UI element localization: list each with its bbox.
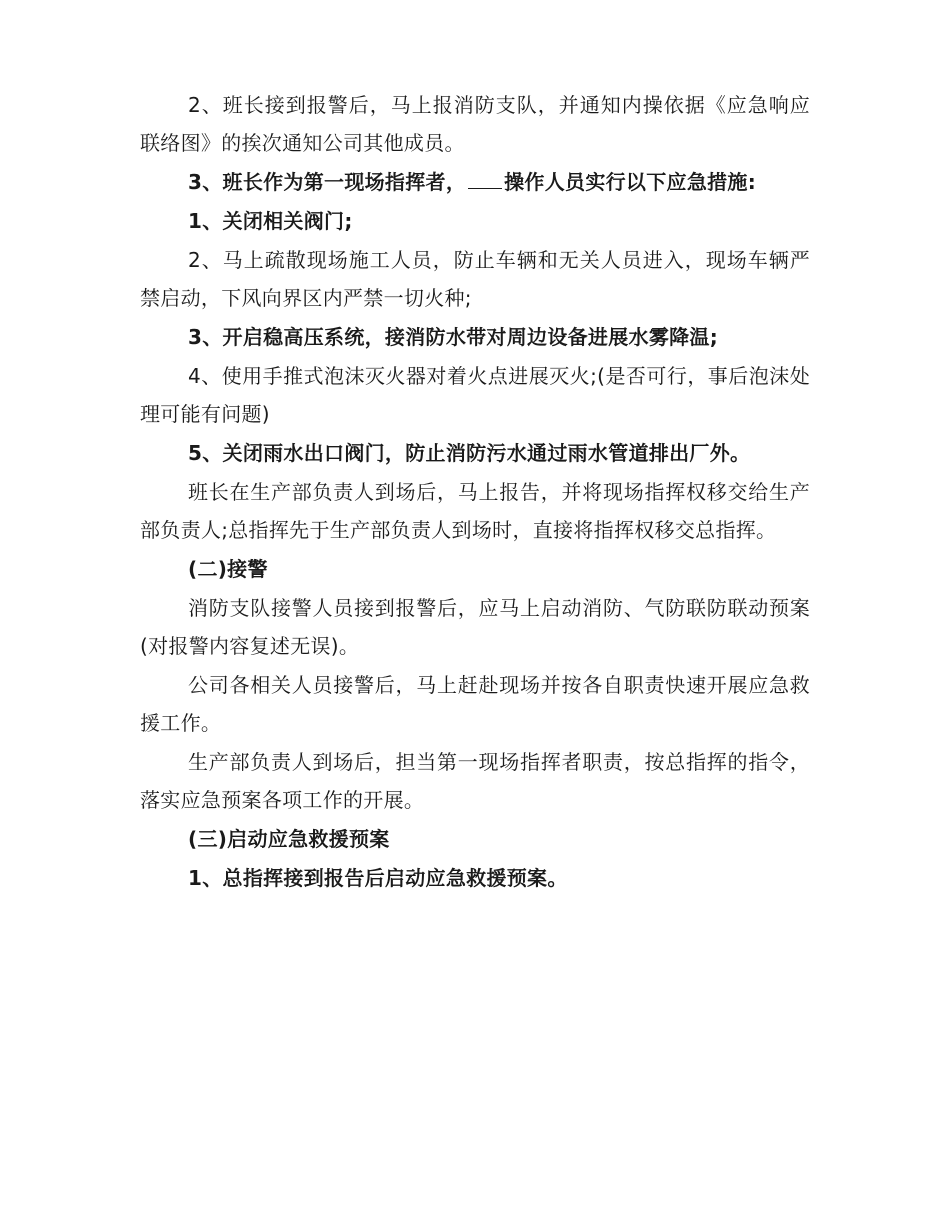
section-heading-receive-alarm: (二)接警: [188, 557, 268, 581]
paragraph-water-mist-cooling: 3、开启稳高压系统，接消防水带对周边设备进展水雾降温;: [188, 325, 719, 349]
section-heading-start-plan: (三)启动应急救援预案: [188, 827, 390, 851]
paragraph-close-rainwater-valve: 5、关闭雨水出口阀门，防止消防污水通过雨水管道排出厂外。: [188, 441, 751, 465]
paragraph-foam-extinguisher: 4、使用手推式泡沫灭火器对着火点进展灭火;(是否可行，事后泡沫处理可能有问题): [140, 364, 810, 426]
paragraph-first-commander-before: 3、班长作为第一现场指挥者，: [188, 170, 467, 194]
paragraph-staff-rush-to-scene: 公司各相关人员接警后，马上赶赴现场并按各自职责快速开展应急救援工作。: [140, 673, 810, 735]
paragraph-commander-starts-plan: 1、总指挥接到报告后启动应急救援预案。: [188, 866, 568, 890]
document-page: [140, 86, 810, 898]
paragraph-transfer-command: 班长在生产部负责人到场后，马上报告，并将现场指挥权移交给生产部负责人;总指挥先于生产部负责人到场时，直接将指挥权移交总指挥。: [140, 480, 810, 542]
paragraph-fire-brigade-alarm: 消防支队接警人员接到报警后，应马上启动消防、气防联防联动预案(对报警内容复述无误)。: [140, 596, 810, 658]
paragraph-production-head-duty: 生产部负责人到场后，担当第一现场指挥者职责，按总指挥的指令，落实应急预案各项工作的开展。: [140, 750, 810, 812]
paragraph-close-valves: 1、关闭相关阀门;: [188, 209, 353, 233]
paragraph-notify-fire-brigade: 2、班长接到报警后，马上报消防支队，并通知内操依据《应急响应联络图》的挨次通知公司其他成员。: [140, 93, 810, 155]
paragraph-first-commander: [140, 163, 810, 201]
paragraph-first-commander-after: 操作人员实行以下应急措施:: [504, 170, 757, 194]
paragraph-evacuate-personnel: 2、马上疏散现场施工人员，防止车辆和无关人员进入，现场车辆严禁启动，下风向界区内严禁一切火种;: [140, 248, 810, 310]
fill-in-blank: [468, 166, 502, 189]
